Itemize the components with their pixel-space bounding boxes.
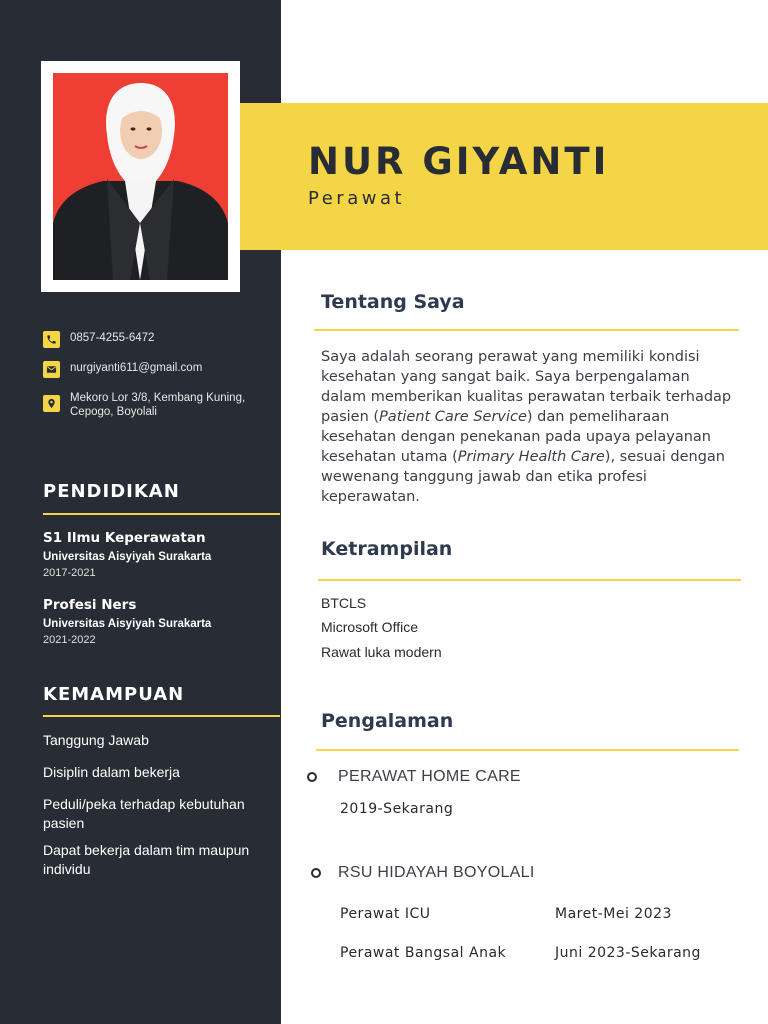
about-text: ), sesuai dengan wewenang tanggung jawab dan etika profesi keperawatan. [321, 449, 725, 505]
about-paragraph [321, 347, 739, 507]
about-text: Saya adalah seorang perawat yang memiliki kondisi kesehatan yang sangat baik. Saya berpengalaman dalam memberikan kualitas perawatan terbaik terhadap pasien ( [321, 349, 732, 425]
profile-photo [53, 73, 228, 280]
ability-item: Disiplin dalam bekerja [43, 764, 180, 780]
phone-icon [43, 331, 60, 348]
job-title-entry: PERAWAT HOME CARE [338, 768, 521, 785]
abilities-heading: KEMAMPUAN [43, 684, 185, 705]
skill-item: Rawat luka modern [321, 644, 442, 660]
education-school: Universitas Aisyiyah Surakarta [43, 551, 212, 563]
envelope-icon [43, 361, 60, 378]
contact-phone [43, 331, 260, 348]
contact-phone-text: 0857-4255-6472 [70, 332, 155, 344]
experience-heading: Pengalaman [321, 710, 454, 732]
full-name: NUR GIYANTI [308, 140, 610, 183]
about-divider [314, 329, 739, 331]
education-divider [43, 513, 280, 515]
contact-email-text: nurgiyanti611@gmail.com [70, 362, 203, 374]
job-title: Perawat [308, 188, 406, 209]
job-period: Juni 2023-Sekarang [555, 945, 701, 961]
job-period: Maret-Mei 2023 [555, 906, 672, 922]
education-school: Universitas Aisyiyah Surakarta [43, 618, 212, 630]
about-emphasis: Patient Care Service [379, 409, 527, 425]
location-pin-icon [43, 395, 60, 412]
education-years: 2021-2022 [43, 634, 96, 646]
abilities-divider [43, 715, 280, 717]
about-heading: Tentang Saya [321, 291, 465, 313]
job-role: Perawat Bangsal Anak [340, 945, 507, 961]
ability-item: Peduli/peka terhadap kebutuhan pasien [43, 796, 245, 831]
job-role: Perawat ICU [340, 906, 431, 922]
job-title-entry: RSU HIDAYAH BOYOLALI [338, 864, 535, 881]
person-portrait-icon [53, 73, 228, 280]
skill-item: Microsoft Office [321, 619, 418, 635]
skills-divider [318, 579, 741, 581]
contact-address [43, 391, 260, 419]
contact-address-text: Mekoro Lor 3/8, Kembang Kuning, Cepogo, Boyolali [70, 392, 246, 418]
profile-photo-frame [41, 61, 240, 292]
timeline-bullet-icon [311, 868, 321, 878]
ability-item: Tanggung Jawab [43, 732, 149, 748]
education-years: 2017-2021 [43, 567, 96, 579]
contact-email [43, 361, 260, 378]
about-text: ) dan pemeliharaan kesehatan dengan penekanan pada upaya pelayanan kesehatan utama ( [321, 409, 711, 465]
education-degree: S1 Ilmu Keperawatan [43, 530, 206, 546]
skill-item: BTCLS [321, 595, 367, 611]
skills-heading: Ketrampilan [321, 538, 453, 560]
about-emphasis: Primary Health Care [457, 449, 605, 465]
ability-item: Dapat bekerja dalam tim maupun individu [43, 842, 250, 877]
education-heading: PENDIDIKAN [43, 481, 180, 502]
education-degree: Profesi Ners [43, 597, 137, 613]
job-period: 2019-Sekarang [340, 801, 454, 817]
timeline-bullet-icon [307, 772, 317, 782]
experience-divider [316, 749, 739, 751]
